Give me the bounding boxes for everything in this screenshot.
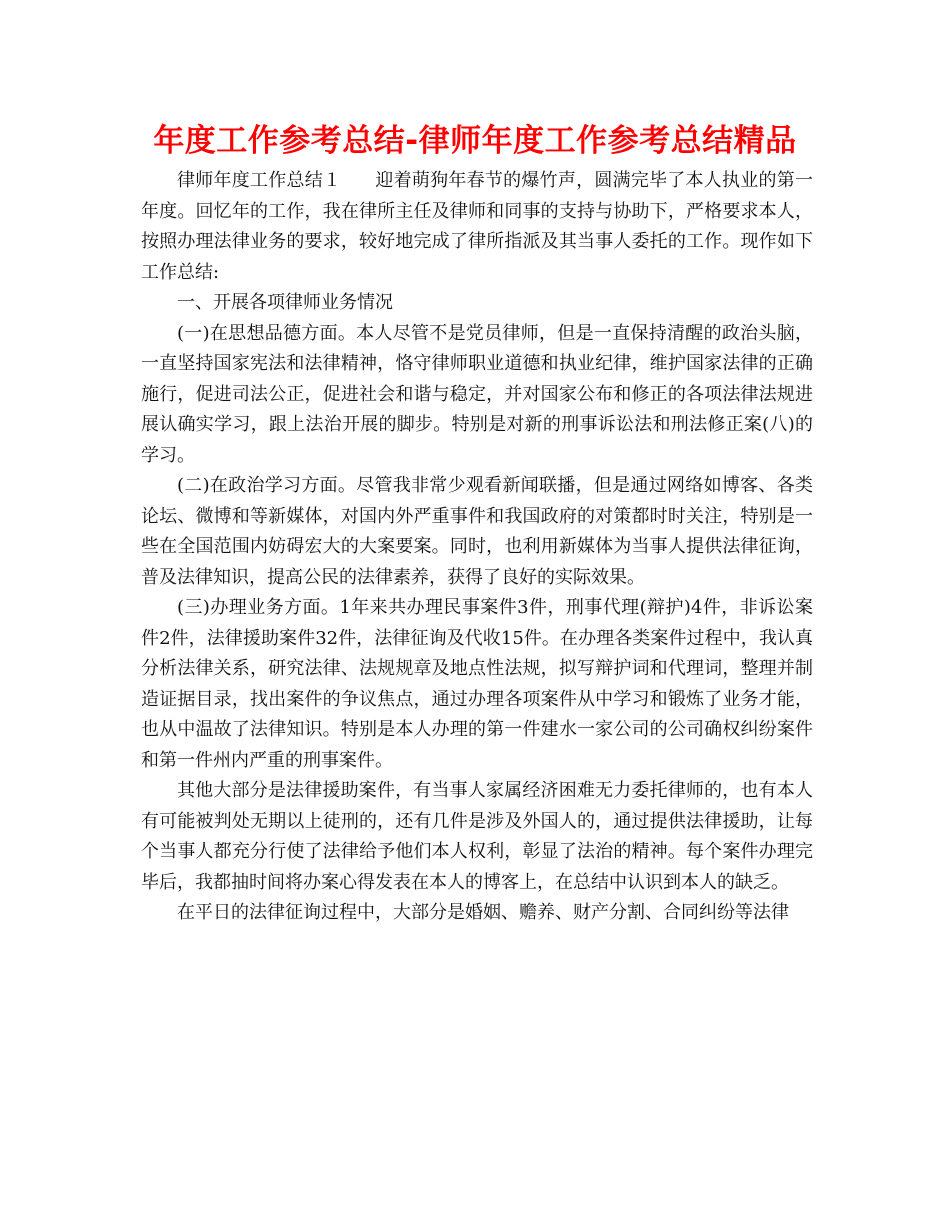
paragraph-consultation: 在平日的法律征询过程中，大部分是婚姻、赡养、财产分割、合同纠纷等法律: [177, 902, 789, 923]
paragraph-legal-aid: 其他大部分是法律援助案件，有当事人家属经济困难无力委托律师的，也有本人有可能被判处无期以上徒刑的，还有几件是涉及外国人的，通过提供法律援助，让每个当事人都充分行使了法律给予他们本人权利，彰显了法治的精神。每个案件办理完毕后，我都抽时间将办案心得发表在本人的博客上，在总结中认识到本人的缺乏。: [141, 780, 813, 893]
document-body: [141, 166, 813, 929]
paragraph-politics: (二)在政治学习方面。尽管我非常少观看新闻联播，但是通过网络如博客、各类论坛、微博和等新媒体，对国内外严重事件和我国政府的对策都时时关注，特别是一些在全国范围内妨碍宏大的大案要案。同时，也利用新媒体为当事人提供法律征询，普及法律知识，提高公民的法律素养，获得了良好的实际效果。: [141, 475, 813, 588]
section-heading: 一、开展各项律师业务情况: [177, 292, 393, 313]
document-title: 年度工作参考总结-律师年度工作参考总结精品: [153, 123, 797, 159]
paragraph-lead: 律师年度工作总结１: [177, 170, 342, 191]
paragraph-business: (三)办理业务方面。1年来共办理民事案件3件，刑事代理(辩护)4件，非诉讼案件2件，法律援助案件32件，法律征询及代收15件。在办理各类案件过程中，我认真分析法律关系，研究法律、法规规章及地点性法规，拟写辩护词和代理词，整理并制造证据目录，找出案件的争议焦点，通过办理各项案件从中学习和锻炼了业务才能，也从中温故了法律知识。特别是本人办理的第一件建水一家公司的公司确权纠纷案件和第一件州内严重的刑事案件。: [141, 597, 813, 771]
paragraph-ideology: (一)在思想品德方面。本人尽管不是党员律师，但是一直保持清醒的政治头脑，一直坚持国家宪法和法律精神，恪守律师职业道德和执业纪律，维护国家法律的正确施行，促进司法公正，促进社会和谐与稳定，并对国家公布和修正的各项法律法规进展认确实学习，跟上法治开展的脚步。特别是对新的刑事诉讼法和刑法修正案(八)的学习。: [141, 322, 813, 466]
paragraph-text: 迎着萌狗年春节的爆竹声，圆满完毕了本人执业的第一年度。回忆年的工作，我在律所主任及律师和同事的支持与协助下，严格要求本人，按照办理法律业务的要求，较好地完成了律所指派及其当事人委托的工作。现作如下工作总结:: [141, 170, 814, 283]
paragraph-intro: [141, 166, 813, 288]
